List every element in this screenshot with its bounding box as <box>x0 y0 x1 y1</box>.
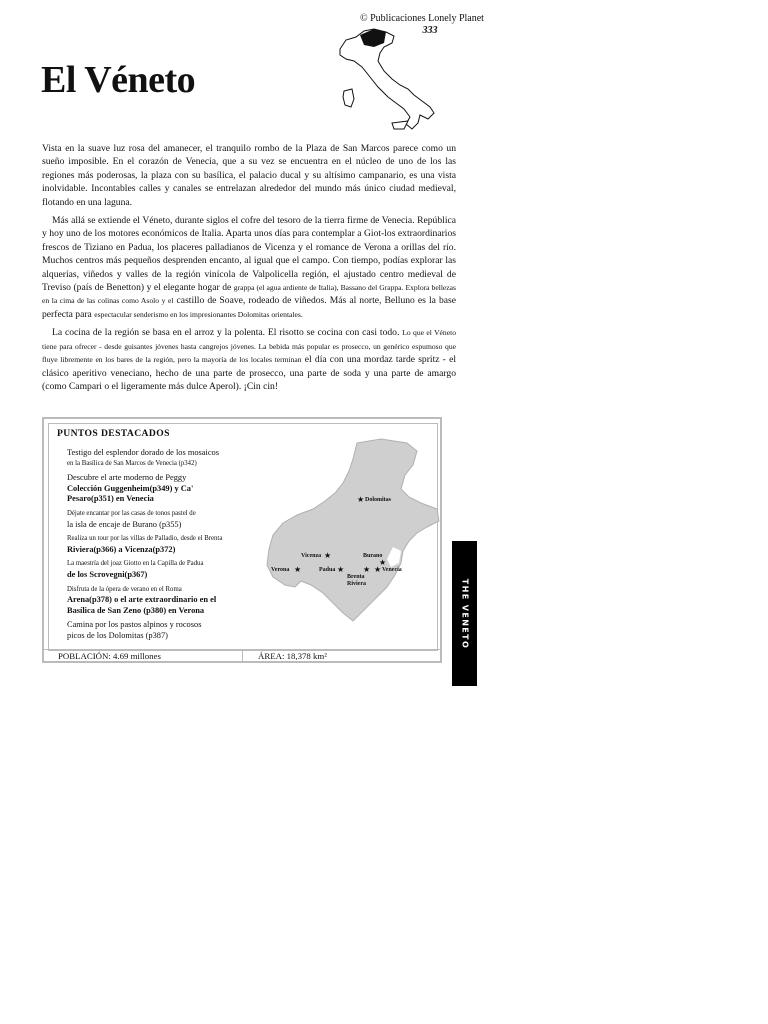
label-vicenza: Vicenza <box>301 553 322 559</box>
intro-paragraph-2-c: castillo de Soave, rodeado de viñedos. Más al norte, Belluno es la base perfecta para <box>42 295 457 320</box>
highlight-line <box>67 484 243 495</box>
intro-paragraph-2 <box>42 214 456 321</box>
intro-paragraph-2-b: grappa (el agua ardiente de Italia), Bassano del Grappa. Explora bellezas en la cima de las colinas como Asolo y el <box>42 283 456 306</box>
highlight-item <box>67 585 243 617</box>
highlight-line <box>67 570 243 581</box>
marker-venecia: ★ <box>374 565 382 574</box>
highlight-bold: Colección Guggenheim(p349) y Ca' <box>67 483 194 493</box>
highlight-item <box>67 473 243 505</box>
highlight-bold: Pesaro(p351) en Venecia <box>67 494 154 504</box>
intro-paragraph-3-c: el día con una mordaz tarde spritz - el clásico aperitivo veneciano, hecho de una parte de prosecco, una parte de soda y una parte de amargo (como Campari o el ligeramente más dulce Aperol). ¡Cin cin! <box>42 354 456 392</box>
highlight-item <box>67 559 243 580</box>
highlight-line: Déjate encantar por las casas de tonos pastel de <box>67 509 196 517</box>
intro-paragraph-2-d: espectacular senderismo en los impresionantes Dolomitas orientales. <box>94 309 303 319</box>
copyright-text: © Publicaciones Lonely Planet <box>360 13 484 24</box>
italy-outline <box>340 29 434 129</box>
highlight-item <box>67 534 243 555</box>
highlight-line <box>67 595 243 606</box>
highlight-item <box>67 620 243 641</box>
highlight-item <box>67 448 243 469</box>
highlights-box <box>42 417 442 663</box>
highlights-list <box>67 448 243 646</box>
intro-paragraph-3 <box>42 326 456 393</box>
marker-vicenza: ★ <box>324 551 332 560</box>
highlights-inner <box>48 423 438 651</box>
veneto-region-shape <box>267 439 439 621</box>
highlight-line: picos de los Dolomitas (p387) <box>67 630 168 640</box>
highlight-line: Disfruta de la ópera de verano en el Roma <box>67 585 182 593</box>
marker-burano: ★ <box>379 558 387 567</box>
label-brenta: Brenta <box>347 574 365 580</box>
veneto-region-map <box>261 437 445 625</box>
label-riviera: Riviera <box>347 581 366 587</box>
highlight-line: Realiza un tour por las villas de Palladio, desde el Brenta <box>67 535 223 543</box>
highlight-line: Descubre el arte moderno de Peggy <box>67 473 187 483</box>
highlight-line <box>67 545 243 556</box>
label-venecia: Venecia <box>382 567 402 573</box>
highlight-line: Testigo del esplendor dorado de los mosaicos <box>67 448 219 457</box>
highlight-line: en la Basílica de San Marcos de Venecia (p342) <box>67 459 197 467</box>
population-stat: POBLACIÓN: 4.69 millones <box>58 651 161 661</box>
intro-text <box>42 142 456 398</box>
highlight-line: Camina por los pastos alpinos y rocosos <box>67 620 202 630</box>
stats-divider <box>242 650 243 662</box>
stats-bar <box>44 649 440 662</box>
marker-brenta: ★ <box>363 565 371 574</box>
marker-padua: ★ <box>337 565 345 574</box>
highlight-line: La maestría del joaz Giotto en la Capilla de Padua <box>67 560 204 568</box>
intro-paragraph-1: Vista en la suave luz rosa del amanecer, el tranquilo rombo de la Plaza de San Marcos parece como un sueño imposible. En el corazón de Venecia, que a su vez se encuentra en el núcleo de uno de los las regiones más poderosas, la plaza con su basílica, el palacio ducal y su altísimo campanario, es una vista inolvidable. Incontables calles y canales se entrelazan alrededor del mundo más único ciudad medieval, flotando en una laguna. <box>42 143 456 208</box>
sicily-outline <box>392 121 408 129</box>
side-tab-label: THE VENETO <box>460 578 469 649</box>
italy-locator-map <box>334 25 442 131</box>
sardinia-outline <box>343 89 354 107</box>
marker-dolomitas: ★ <box>357 495 365 504</box>
chapter-side-tab <box>452 541 477 686</box>
marker-verona: ★ <box>294 565 302 574</box>
highlight-line <box>67 494 243 505</box>
label-dolomitas: Dolomitas <box>365 497 391 503</box>
highlight-bold: de los Scrovegni(p367) <box>67 569 148 579</box>
highlight-bold: Basílica de San Zeno (p380) en Verona <box>67 605 205 615</box>
intro-paragraph-3-a: La cocina de la región se basa en el arroz y la polenta. El risotto se cocina con casi todo. <box>52 327 400 339</box>
intro-paragraph-3-b: Lo que el Véneto tiene para ofrecer - desde guisantes jóvenes hasta cangrejos jóvenes. La bebida más popular es prosecco, un genérico espumoso que fluye libremente en los bares de la región, pero la mayoría de los locales terminan <box>42 328 457 365</box>
highlight-line <box>67 606 243 617</box>
highlight-line: la isla de encaje de Burano (p355) <box>67 519 182 529</box>
highlights-title: PUNTOS DESTACADOS <box>57 428 170 439</box>
label-verona: Verona <box>271 567 290 573</box>
highlight-item <box>67 509 243 530</box>
label-padua: Padua <box>319 567 336 573</box>
chapter-title: El Véneto <box>41 59 196 101</box>
area-stat: ÁREA: 18,378 km² <box>258 651 327 661</box>
highlight-bold: Riviera(p366) a Vicenza(p372) <box>67 544 176 554</box>
label-burano: Burano <box>363 553 383 559</box>
highlight-bold: Arena(p378) o el arte extraordinario en el <box>67 595 217 605</box>
page-number: 333 <box>422 25 438 36</box>
intro-paragraph-2-a: Más allá se extiende el Véneto, durante siglos el cofre del tesoro de la tierra firme de Venecia. República y hoy uno de los motores económicos de Italia. Aparta unos días para contemplar a Giot-los extraordinarios frescos de Tiziano en Padua, los placeres palladianos de Vicenza y el romance de Verona a orillas del río. Muchos centros más pequeños desprenden encanto, al igual que el campo. Con tiempo, podías explorar las alquerías, viñedos y valles de la región vinícola de Valpolicella región, el ajustado centro medieval de Treviso (país de Benetton) y el elegante hogar de <box>42 215 456 294</box>
